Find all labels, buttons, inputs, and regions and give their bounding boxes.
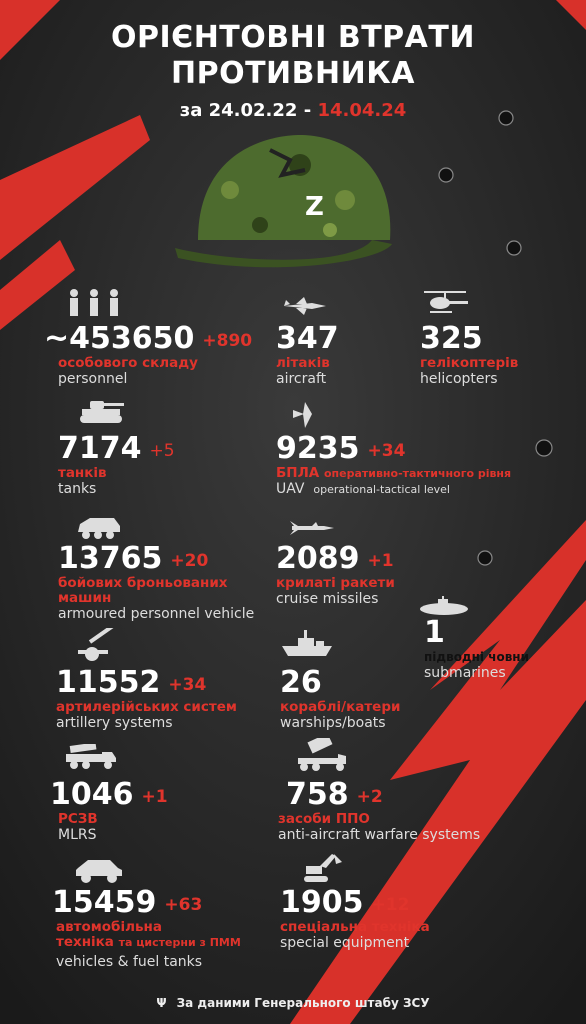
drone-icon — [290, 400, 320, 430]
artillery-delta: +34 — [168, 675, 207, 695]
tanks-value: 7174 — [58, 431, 142, 466]
footer-text: За даними Генерального штабу ЗСУ — [176, 996, 430, 1010]
svg-text:Z: Z — [305, 192, 324, 222]
apv-delta: +20 — [170, 551, 209, 571]
stat-special — [280, 886, 430, 952]
submarine-icon — [418, 596, 470, 616]
mlrs-label-en: MLRS — [58, 827, 97, 843]
stat-aircraft — [276, 322, 339, 388]
missiles-label-en: cruise missiles — [276, 591, 379, 607]
mlrs-delta: +1 — [141, 787, 168, 807]
aircraft-value: 347 — [276, 321, 339, 356]
uav-label-en-small: operational-tactical level — [313, 483, 450, 496]
aa-value: 758 — [286, 777, 349, 812]
stat-helicopters — [420, 322, 518, 388]
personnel-value: ~453650 — [44, 321, 195, 356]
aa-launcher-icon — [296, 738, 346, 772]
special-label-en: special equipment — [280, 935, 410, 951]
cannon-icon — [76, 628, 120, 664]
apv-label-en: armoured personnel vehicle — [58, 606, 255, 622]
warships-label-en: warships/boats — [280, 715, 386, 731]
special-delta: +12 — [371, 895, 410, 915]
uav-label-ua-small: оперативно-тактичного рівня — [323, 467, 512, 480]
special-value: 1905 — [280, 885, 364, 920]
tanks-label-en: tanks — [58, 481, 97, 497]
stat-submarines — [424, 616, 529, 682]
helicopter-icon — [420, 288, 470, 316]
trident-icon: Ψ — [156, 996, 167, 1010]
submarines-value: 1 — [424, 615, 445, 650]
tanks-delta: +5 — [149, 441, 175, 461]
artillery-label-ua: артилерійських систем — [56, 699, 237, 715]
uav-value: 9235 — [276, 431, 360, 466]
submarines-label-ua: підводні човни — [424, 650, 529, 664]
apv-label-ua: бойових броньованих машин — [58, 575, 228, 606]
vehicles-label-ua-line1: автомобільна — [56, 919, 162, 935]
helicopters-label-ua: гелікоптерів — [420, 355, 519, 371]
page-title-line2: ПРОТИВНИКА — [171, 56, 415, 91]
vehicles-value: 15459 — [52, 885, 157, 920]
special-label-ua: спеціальна техніка — [280, 919, 430, 935]
missiles-delta: +1 — [367, 551, 394, 571]
personnel-label-en: personnel — [58, 371, 128, 387]
stat-artillery — [56, 666, 237, 732]
missiles-value: 2089 — [276, 541, 360, 576]
tanks-label-ua: танків — [58, 465, 107, 481]
aa-label-en: anti-aircraft warfare systems — [278, 827, 481, 843]
uav-label-en: UAV — [276, 481, 305, 497]
page-title-line1: ОРІЄНТОВНІ ВТРАТИ — [111, 20, 475, 55]
warship-icon — [282, 628, 332, 658]
excavator-icon — [302, 852, 344, 884]
vehicles-label-en: vehicles & fuel tanks — [56, 954, 203, 970]
aa-delta: +2 — [356, 787, 383, 807]
mlrs-value: 1046 — [50, 777, 134, 812]
date-end: 14.04.24 — [317, 100, 407, 121]
footer — [0, 996, 586, 1010]
artillery-label-en: artillery systems — [56, 715, 173, 731]
warships-label-ua: кораблі/катери — [280, 699, 401, 715]
apv-value: 13765 — [58, 541, 163, 576]
aircraft-label-en: aircraft — [276, 371, 327, 387]
uav-delta: +34 — [367, 441, 406, 461]
warships-value: 26 — [280, 665, 322, 700]
aircraft-label-ua: літаків — [276, 355, 330, 371]
stat-personnel — [44, 322, 252, 388]
stat-vehicles — [52, 886, 241, 971]
date-range — [0, 100, 586, 121]
missiles-label-ua: крилаті ракети — [276, 575, 395, 591]
stat-warships — [280, 666, 400, 732]
helicopters-label-en: helicopters — [420, 371, 498, 387]
tank-icon — [78, 400, 126, 424]
stat-mlrs — [50, 778, 168, 844]
personnel-label-ua: особового складу — [58, 355, 198, 371]
helicopters-value: 325 — [420, 321, 483, 356]
car-icon — [74, 858, 124, 884]
stat-missiles — [276, 542, 395, 608]
date-start: за 24.02.22 - — [179, 100, 318, 121]
vehicles-label-ua-line2: техніка — [56, 934, 114, 950]
apc-icon — [76, 516, 122, 540]
stat-aa — [278, 778, 480, 844]
uav-label-ua: БПЛА — [276, 465, 320, 481]
stat-tanks — [58, 432, 175, 498]
mlrs-truck-icon — [64, 744, 116, 770]
submarines-label-en: submarines — [424, 665, 506, 681]
jet-icon — [282, 296, 326, 316]
soldiers-icon — [66, 288, 122, 318]
vehicles-delta: +63 — [164, 895, 203, 915]
stat-uav — [276, 432, 511, 498]
artillery-value: 11552 — [56, 665, 161, 700]
missile-icon — [290, 520, 334, 536]
aa-label-ua: засоби ППО — [278, 811, 370, 827]
stat-apv — [58, 542, 268, 623]
vehicles-label-ua-small: та цистерни з ПММ — [118, 936, 241, 949]
mlrs-label-ua: РСЗВ — [58, 811, 98, 827]
personnel-delta: +890 — [202, 331, 253, 351]
